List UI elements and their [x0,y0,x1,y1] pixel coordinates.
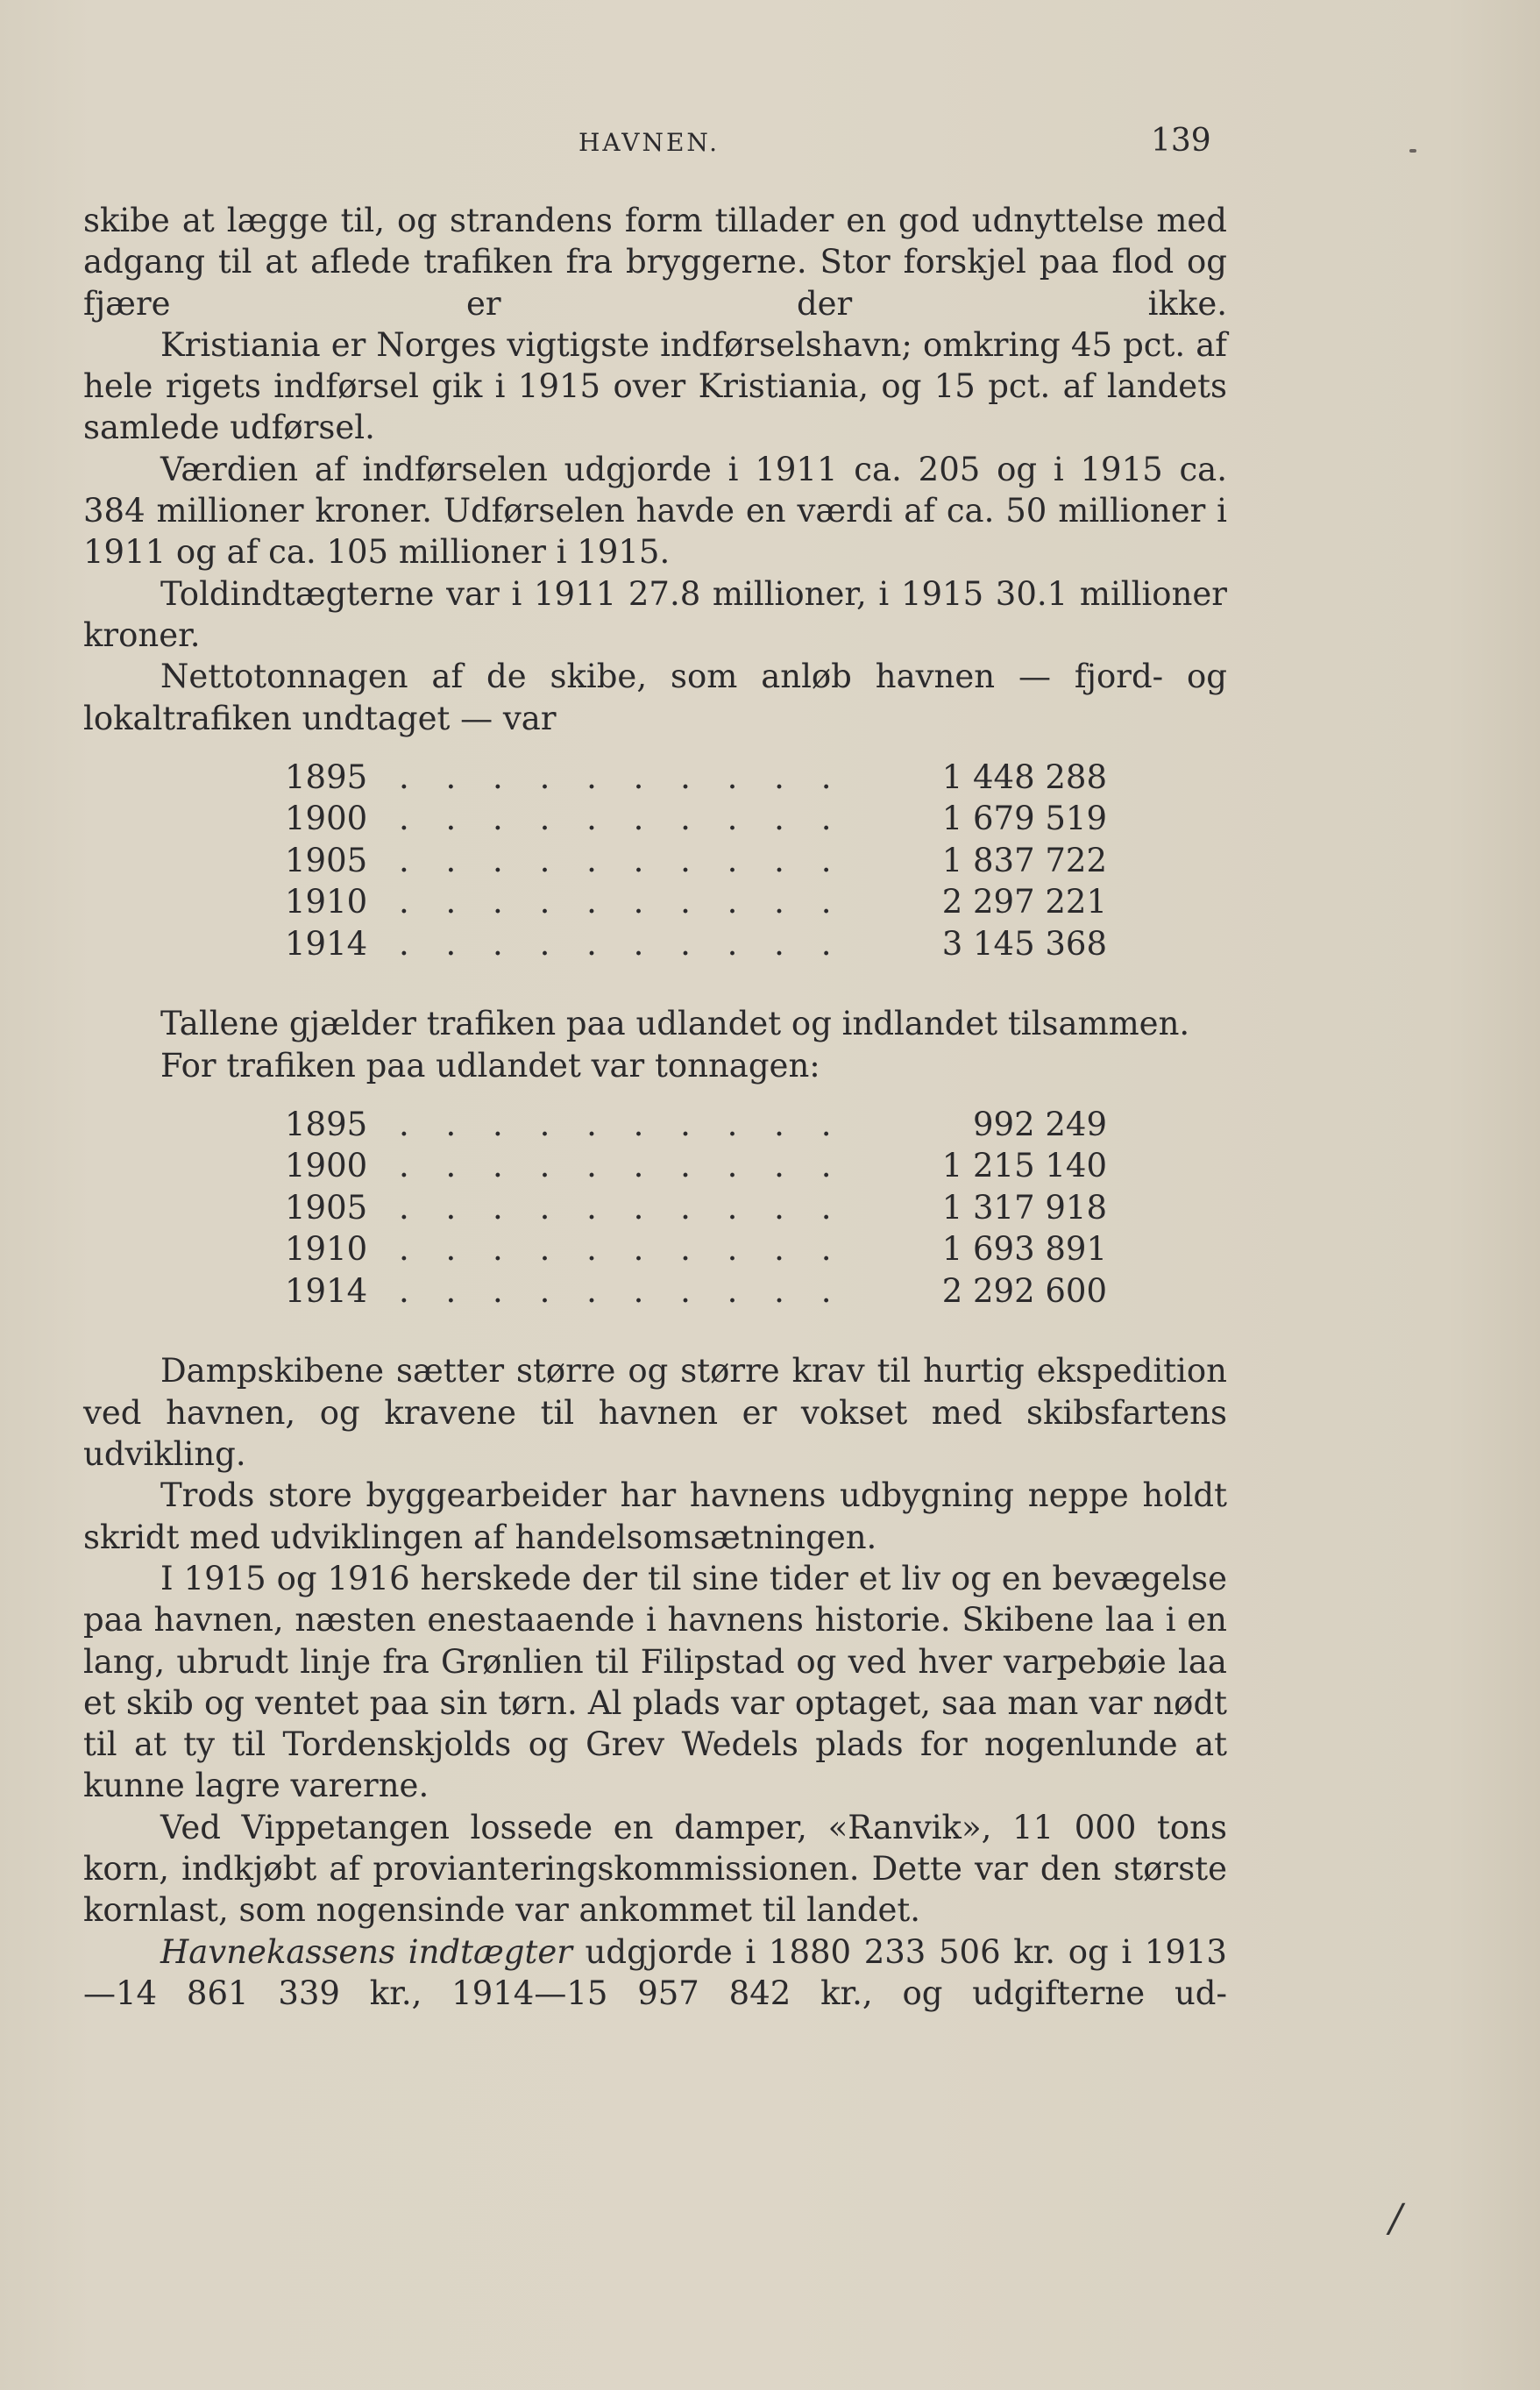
tonnage-table-foreign [83,1104,1227,1312]
table-year: 1900 [285,1147,368,1185]
table-value: 1 693 891 [941,1230,1107,1269]
dot-leader: . . . . . . . . . . [399,1230,845,1269]
table-row [83,840,1227,882]
table-year: 1914 [285,924,368,963]
paragraph: Toldindtægterne var i 1911 27.8 millioner, i 1915 30.1 millioner kroner. [83,574,1227,654]
dot-leader: . . . . . . . . . . [399,924,845,963]
page-body [83,200,1227,2014]
paragraph: Kristiania er Norges vigtigste indførselshavn; omkring 45 pct. af hele rigets indførsel gik i 1915 over Kristiania, og 15 pct. af landets samlede udførsel. [83,325,1227,447]
table-value: 992 249 [972,1105,1107,1143]
tonnage-table-total [83,757,1227,965]
paragraph: I 1915 og 1916 herskede der til sine tider et liv og en bevægelse paa havnen, næsten enestaaende i havnens historie. Skibene laa i en lang, ubrudt linje fra Grønlien til Filipstad og ved hver varpebøie laa et skib og ventet paa sin tørn. Al plads var optaget, saa man var nødt til at ty til Tordenskjolds og Grev Wedels plads for nogenlunde at kunne lagre varerne. [83,1559,1227,1805]
table-value: 1 679 519 [941,800,1107,838]
paragraph: Ved Vippetangen lossede en damper, «Ranvik», 11 000 tons korn, indkjøbt af provianteringskommissionen. Dette var den største kornlast, som nogensinde var ankommet til landet. [83,1808,1227,1930]
table-row [83,757,1227,799]
paragraph: Nettotonnagen af de skibe, som anløb havnen — fjord- og lokaltrafiken undtaget — var [83,658,1227,737]
dot-leader: . . . . . . . . . . [399,1105,845,1143]
table-row [83,923,1227,965]
dot-leader: . . . . . . . . . . [399,758,845,796]
dot-leader: . . . . . . . . . . [399,841,845,879]
table-value: 2 297 221 [941,883,1107,921]
table-value: 1 317 918 [941,1188,1107,1227]
table-year: 1895 [285,758,368,796]
paragraph: For trafiken paa udlandet var tonnagen: [160,1046,820,1085]
table-year: 1895 [285,1105,368,1143]
page-number: 139 [1151,123,1211,159]
table-value: 1 215 140 [941,1147,1107,1185]
table-year: 1900 [285,800,368,838]
page-header [83,123,1223,167]
table-value: 2 292 600 [941,1271,1107,1310]
dot-leader: . . . . . . . . . . [399,800,845,838]
table-row [83,1187,1227,1229]
paragraph: skibe at lægge til, og strandens form tillader en god udnyttelse med adgang til at aflede trafiken fra bryggerne. Stor forskjel paa flod og fjære er der ikke. [83,202,1227,323]
paragraph: Dampskibene sætter større og større krav til hurtig ekspedition ved havnen, og kravene til havnen er vokset med skibsfartens udvikling. [83,1352,1227,1474]
dot-leader: . . . . . . . . . . [399,1147,845,1185]
dot-leader: . . . . . . . . . . [399,1271,845,1310]
dot-leader: . . . . . . . . . . [399,1188,845,1227]
table-value: 1 837 722 [941,841,1107,879]
table-year: 1910 [285,1230,368,1269]
table-row [83,1145,1227,1187]
ink-speck [1409,149,1416,153]
table-row [83,881,1227,923]
paragraph: Værdien af indførselen udgjorde i 1911 ca. 205 og i 1915 ca. 384 millioner kroner. Udførselen havde en værdi af ca. 50 millioner i 1911 og af ca. 105 millioner i 1915. [83,450,1227,572]
paragraph: Trods store byggearbeider har havnens udbygning neppe holdt skridt med udviklingen af handelsomsætningen. [83,1476,1227,1556]
table-year: 1905 [285,1188,368,1227]
table-year: 1914 [285,1271,368,1310]
table-value: 3 145 368 [941,924,1107,963]
margin-pencil-mark: / [1389,2196,1402,2241]
paragraph [83,1931,1227,2015]
table-value: 1 448 288 [941,758,1107,796]
table-year: 1905 [285,841,368,879]
table-row [83,1104,1227,1146]
paragraph-text: udgjorde i 1880 233 506 kr. og i 1913—14 861 339 kr., 1914—15 957 842 kr., og udgifterne ud- [83,1932,1227,2012]
running-head: HAVNEN. [578,128,720,157]
table-year: 1910 [285,883,368,921]
italic-lead: Havnekassens indtægter [160,1932,572,1971]
table-row [83,1228,1227,1270]
dot-leader: . . . . . . . . . . [399,883,845,921]
paragraph: Tallene gjælder trafiken paa udlandet og indlandet tilsammen. [160,1005,1190,1043]
table-row [83,798,1227,840]
table-row [83,1270,1227,1312]
